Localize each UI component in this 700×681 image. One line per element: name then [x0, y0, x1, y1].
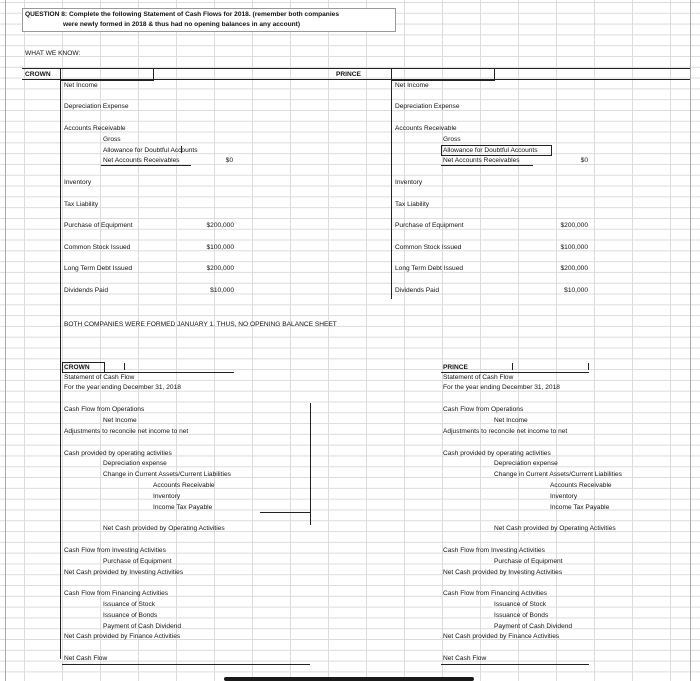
prince-payment-dividend: Payment of Cash Dividend — [494, 623, 573, 630]
prince-net-ar: Net Accounts Receivables — [443, 157, 520, 164]
prince-ops-net-income: Net Income — [494, 417, 528, 424]
crown-depreciation: Depreciation Expense — [64, 103, 129, 110]
prince-net-income: Net Income — [395, 82, 429, 89]
prince-gross: Gross — [443, 136, 461, 143]
crown-depreciation-expense: Depreciation expense — [103, 460, 167, 467]
prince-column-divider — [391, 79, 392, 299]
prince-issuance-stock: Issuance of Stock — [494, 601, 547, 608]
crown-lt-debt-value: $200,000 — [206, 265, 234, 272]
crown-issuance-bonds: Issuance of Bonds — [103, 612, 158, 619]
prince-cf-purchase-equipment: Purchase of Equipment — [494, 558, 563, 565]
crown-cash-provided-ops: Cash provided by operating activities — [64, 450, 172, 457]
prince-ops-header: Cash Flow from Operations — [443, 406, 524, 413]
prince-depreciation: Depreciation Expense — [395, 103, 460, 110]
prince-dividends: Dividends Paid — [395, 287, 439, 294]
crown-common-stock-value: $100,000 — [206, 244, 234, 251]
crown-cf-income-tax-payable: Income Tax Payable — [153, 504, 213, 511]
prince-net-cash-flow-rule — [441, 664, 589, 665]
prince-change-current: Change in Current Assets/Current Liabilities — [494, 471, 622, 478]
prince-dividends-value: $10,000 — [564, 287, 588, 294]
prince-lt-debt-value: $200,000 — [560, 265, 588, 272]
prince-depreciation-expense: Depreciation expense — [494, 460, 558, 467]
horizontal-scrollbar[interactable] — [224, 677, 474, 681]
crown-column-divider — [60, 79, 61, 659]
prince-common-stock-value: $100,000 — [560, 244, 588, 251]
crown-ops-net-income: Net Income — [103, 417, 137, 424]
crown-dividends-value: $10,000 — [210, 287, 234, 294]
prince-issuance-bonds: Issuance of Bonds — [494, 612, 549, 619]
prince-lt-debt: Long Term Debt Issued — [395, 265, 464, 272]
crown-ops-column-line — [310, 403, 311, 525]
prince-net-ar-underline — [441, 165, 533, 166]
crown-cf-inventory: Inventory — [153, 493, 181, 500]
prince-net-ar-value: $0 — [580, 157, 588, 164]
crown-inv-header: Cash Flow from Investing Activities — [64, 547, 166, 554]
formation-note: BOTH COMPANIES WERE FORMED JANUARY 1. THUS, NO OPENING BALANCE SHEET — [64, 321, 337, 328]
crown-fin-header: Cash Flow from Financing Activities — [64, 590, 169, 597]
crown-net-ops: Net Cash provided by Operating Activities — [103, 525, 225, 532]
crown-statement-period: For the year ending December 31, 2018 — [64, 384, 181, 391]
crown-net-ar: Net Accounts Receivables — [103, 157, 180, 164]
crown-statement-subtitle: Statement of Cash Flow — [64, 374, 135, 381]
crown-adjustments: Adjustments to reconcile net income to net — [64, 428, 189, 435]
prince-cf-inventory: Inventory — [550, 493, 578, 500]
crown-allowance: Allowance for Doubtful Accounts — [103, 147, 198, 154]
crown-gross: Gross — [103, 136, 121, 143]
crown-net-income: Net Income — [64, 82, 98, 89]
prince-tax-liability: Tax Liability — [395, 201, 430, 208]
prince-adjustments: Adjustments to reconcile net income to net — [443, 428, 568, 435]
crown-lt-debt: Long Term Debt Issued — [64, 265, 133, 272]
prince-allowance-selected-cell — [441, 145, 552, 156]
crown-dividends: Dividends Paid — [64, 287, 108, 294]
crown-purchase-equipment-value: $200,000 — [206, 222, 234, 229]
prince-statement-title: PRINCE — [443, 364, 468, 371]
crown-statement-tick — [124, 363, 125, 370]
crown-tax-liability: Tax Liability — [64, 201, 99, 208]
crown-accounts-receivable: Accounts Receivable — [64, 125, 126, 132]
crown-net-inv: Net Cash provided by Investing Activities — [64, 569, 184, 576]
prince-net-cash-flow: Net Cash Flow — [443, 655, 487, 662]
prince-accounts-receivable: Accounts Receivable — [395, 125, 457, 132]
prince-net-inv: Net Cash provided by Investing Activities — [443, 569, 563, 576]
crown-ops-header: Cash Flow from Operations — [64, 406, 145, 413]
crown-net-ar-underline — [101, 165, 191, 166]
prince-inv-header: Cash Flow from Investing Activities — [443, 547, 545, 554]
crown-payment-dividend: Payment of Cash Dividend — [103, 623, 182, 630]
crown-inventory: Inventory — [64, 179, 92, 186]
prince-header: PRINCE — [336, 71, 361, 78]
crown-purchase-equipment: Purchase of Equipment — [64, 222, 133, 229]
crown-change-current: Change in Current Assets/Current Liabilities — [103, 471, 231, 478]
prince-common-stock: Common Stock Issued — [395, 244, 462, 251]
prince-cf-income-tax-payable: Income Tax Payable — [550, 504, 610, 511]
crown-net-ar-value: $0 — [225, 157, 233, 164]
prince-statement-subtitle: Statement of Cash Flow — [443, 374, 514, 381]
prince-header-box — [391, 68, 495, 81]
crown-header-box — [60, 68, 154, 81]
prince-net-ops: Net Cash provided by Operating Activities — [494, 525, 616, 532]
crown-header: CROWN — [25, 71, 51, 78]
crown-statement-title: CROWN — [64, 364, 90, 371]
prince-cf-accounts-receivable: Accounts Receivable — [550, 482, 612, 489]
prince-statement-period: For the year ending December 31, 2018 — [443, 384, 560, 391]
prince-net-fin: Net Cash provided by Finance Activities — [443, 633, 560, 640]
left-border — [5, 0, 6, 681]
prince-statement-tick-2 — [588, 363, 589, 370]
prince-purchase-equipment-value: $200,000 — [560, 222, 588, 229]
what-we-know-label: WHAT WE KNOW: — [25, 50, 81, 57]
prince-allowance: Allowance for Doubtful Accounts — [443, 147, 538, 154]
crown-ops-subtotal-rule — [260, 512, 310, 513]
prince-purchase-equipment: Purchase of Equipment — [395, 222, 464, 229]
prince-inventory: Inventory — [395, 179, 423, 186]
crown-cf-accounts-receivable: Accounts Receivable — [153, 482, 215, 489]
crown-common-stock: Common Stock Issued — [64, 244, 131, 251]
crown-ar-cursor — [181, 146, 182, 153]
crown-net-cash-flow: Net Cash Flow — [64, 655, 108, 662]
crown-net-fin: Net Cash provided by Finance Activities — [64, 633, 181, 640]
prince-statement-tick-1 — [512, 363, 513, 370]
crown-issuance-stock: Issuance of Stock — [103, 601, 156, 608]
prince-cash-provided-ops: Cash provided by operating activities — [443, 450, 551, 457]
right-border — [690, 0, 691, 681]
question-line-1: QUESTION 8: Complete the following Statement of Cash Flows for 2018. (remember both companies — [25, 11, 339, 18]
prince-fin-header: Cash Flow from Financing Activities — [443, 590, 548, 597]
crown-cf-purchase-equipment: Purchase of Equipment — [103, 558, 172, 565]
question-line-2: were newly formed in 2018 & thus had no opening balances in any account) — [63, 21, 301, 28]
crown-net-cash-flow-rule — [62, 664, 310, 665]
